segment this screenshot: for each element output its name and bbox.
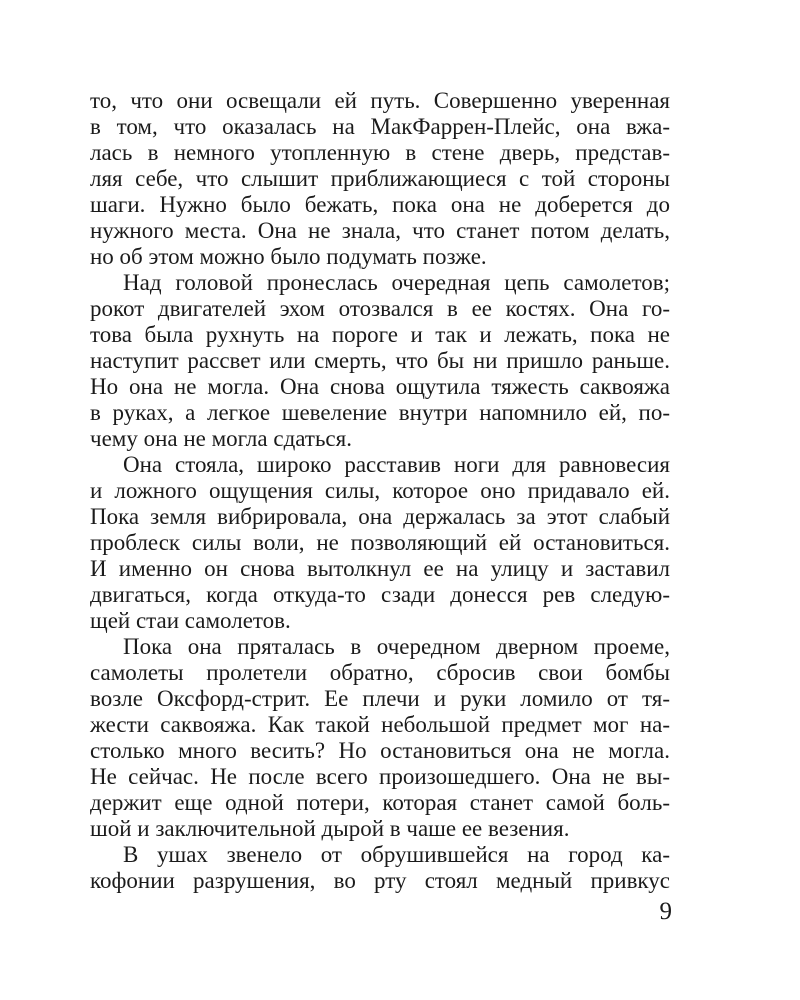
text-line: шой и заключительной дырой в чаше ее везения.: [90, 816, 570, 841]
text-line: кофонии разрушения, во рту стоял медный привкус: [90, 868, 670, 893]
page-number: 9: [659, 898, 672, 925]
text-line: това была рухнуть на пороге и так и лежать, пока не: [90, 322, 670, 347]
text-line: держит еще одной потери, которая станет самой боль-: [90, 790, 670, 815]
text-line: щей стаи самолетов.: [90, 608, 291, 633]
body-text: [90, 88, 670, 894]
text-line: самолеты пролетели обратно, сбросив свои бомбы: [90, 660, 670, 685]
text-line: Не сейчас. Не после всего произошедшего. Она не вы-: [90, 764, 670, 789]
text-line: чему она не могла сдаться.: [90, 426, 352, 451]
text-line: и ложного ощущения силы, которое оно придавало ей.: [90, 478, 670, 503]
text-line: проблеск силы воли, не позволяющий ей остановиться.: [90, 530, 670, 555]
text-line: двигаться, когда откуда-то сзади донесся рев следую-: [90, 582, 670, 607]
text-line: Но она не могла. Она снова ощутила тяжесть саквояжа: [90, 374, 670, 399]
text-line: Пока земля вибрировала, она держалась за этот слабый: [90, 504, 670, 529]
text-line: ляя себе, что слышит приближающиеся с той стороны: [90, 166, 670, 191]
text-line: столько много весить? Но остановиться она не могла.: [90, 738, 670, 763]
text-line: нужного места. Она не знала, что станет потом делать,: [90, 218, 670, 243]
text-line: лась в немного утопленную в стене дверь, представ-: [90, 140, 670, 165]
text-line: возле Оксфорд-стрит. Ее плечи и руки ломило от тя-: [90, 686, 670, 711]
text-line: в руках, а легкое шевеление внутри напомнило ей, по-: [90, 400, 670, 425]
text-line: наступит рассвет или смерть, что бы ни пришло раньше.: [90, 348, 670, 373]
text-line: шаги. Нужно было бежать, пока она не доберется до: [90, 192, 670, 217]
text-line: но об этом можно было подумать позже.: [90, 244, 487, 269]
text-line: то, что они освещали ей путь. Совершенно уверенная: [90, 88, 670, 113]
text-line: Пока она пряталась в очередном дверном проеме,: [123, 634, 670, 659]
text-line: Она стояла, широко расставив ноги для равновесия: [123, 452, 670, 477]
text-line: Над головой пронеслась очередная цепь самолетов;: [123, 270, 670, 295]
text-line: в том, что оказалась на МакФаррен-Плейс, она вжа-: [90, 114, 670, 139]
text-line: В ушах звенело от обрушившейся на город ка-: [123, 842, 670, 867]
text-line: жести саквояжа. Как такой небольшой предмет мог на-: [90, 712, 670, 737]
text-line: рокот двигателей эхом отозвался в ее костях. Она го-: [90, 296, 670, 321]
text-line: И именно он снова вытолкнул ее на улицу и заставил: [90, 556, 670, 581]
